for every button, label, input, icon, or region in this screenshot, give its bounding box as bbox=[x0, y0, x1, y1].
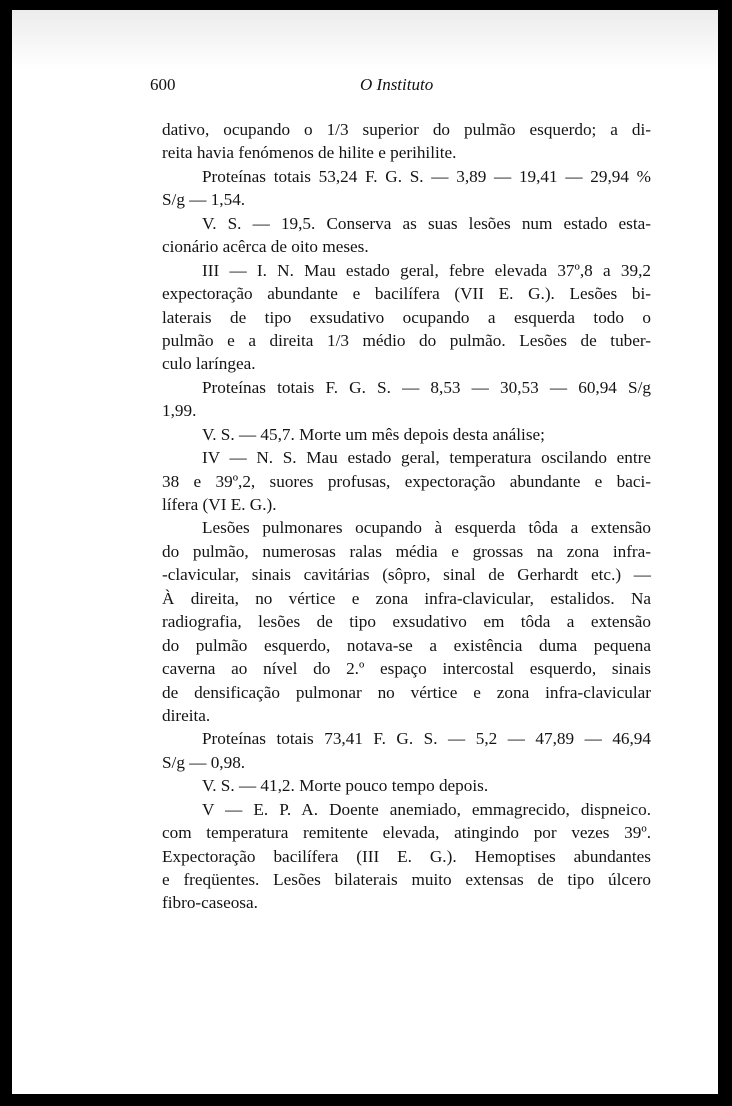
text-line: laterais de tipo exsudativo ocupando a esquerda todo o bbox=[162, 307, 651, 327]
text-line: caverna ao nível do 2.º espaço intercostal esquerdo, sinais bbox=[162, 659, 651, 679]
body-text bbox=[162, 118, 651, 915]
text-line: pulmão e a direita 1/3 médio do pulmão. Lesões de tuber- bbox=[162, 330, 651, 350]
text-line: do pulmão esquerdo, notava-se a existência duma pequena bbox=[162, 635, 651, 655]
text-line: S/g — 0,98. bbox=[162, 752, 246, 772]
text-line: Proteínas totais F. G. S. — 8,53 — 30,53 — 60,94 S/g bbox=[202, 377, 651, 397]
text-line: Lesões pulmonares ocupando à esquerda tôda a extensão bbox=[202, 518, 651, 538]
text-line: expectoração abundante e bacilífera (VII E. G.). Lesões bi- bbox=[162, 284, 651, 304]
page-header bbox=[150, 75, 650, 105]
text-line: culo laríngea. bbox=[162, 354, 256, 374]
page-number: 600 bbox=[150, 75, 176, 94]
scan-shadow bbox=[12, 10, 718, 70]
text-line: 38 e 39º,2, suores profusas, expectoração abundante e baci- bbox=[162, 471, 651, 491]
text-line: V. S. — 41,2. Morte pouco tempo depois. bbox=[202, 776, 489, 796]
text-line: lífera (VI E. G.). bbox=[162, 495, 277, 514]
text-line: V — E. P. A. Doente anemiado, emmagrecido, dispneico. bbox=[202, 799, 651, 819]
text-line: fibro-caseosa. bbox=[162, 893, 258, 913]
text-line: direita. bbox=[162, 705, 211, 725]
text-line: S/g — 1,54. bbox=[162, 190, 246, 210]
running-title: O Instituto bbox=[360, 75, 434, 94]
text-line: V. S. — 19,5. Conserva as suas lesões num estado esta- bbox=[202, 213, 651, 233]
text-line: com temperatura remitente elevada, atingindo por vezes 39º. bbox=[162, 823, 651, 843]
text-line: do pulmão, numerosas ralas média e grossas na zona infra- bbox=[162, 541, 651, 561]
text-line: cionário acêrca de oito meses. bbox=[162, 237, 369, 257]
text-line: -clavicular, sinais cavitárias (sôpro, sinal de Gerhardt etc.) — bbox=[162, 565, 651, 585]
text-line: reita havia fenómenos de hilite e perihilite. bbox=[162, 143, 457, 163]
text-line: V. S. — 45,7. Morte um mês depois desta análise; bbox=[202, 424, 545, 444]
text-line: radiografia, lesões de tipo exsudativo em tôda a extensão bbox=[162, 612, 651, 632]
text-line: dativo, ocupando o 1/3 superior do pulmão esquerdo; a di- bbox=[162, 120, 651, 139]
text-line: À direita, no vértice e zona infra-clavicular, estalidos. Na bbox=[162, 588, 651, 608]
text-line: Proteínas totais 73,41 F. G. S. — 5,2 — 47,89 — 46,94 bbox=[202, 729, 651, 749]
text-line: e freqüentes. Lesões bilaterais muito extensas de tipo úlcero bbox=[162, 870, 651, 889]
text-line: de densificação pulmonar no vértice e zona infra-clavicular bbox=[162, 682, 651, 702]
text-line: IV — N. S. Mau estado geral, temperatura oscilando entre bbox=[202, 448, 651, 468]
text-line: Expectoração bacilífera (III E. G.). Hemoptises abundantes bbox=[162, 846, 651, 866]
text-line: III — I. N. Mau estado geral, febre elevada 37º,8 a 39,2 bbox=[202, 260, 651, 280]
text-line: 1,99. bbox=[162, 401, 197, 421]
text-line: Proteínas totais 53,24 F. G. S. — 3,89 — 19,41 — 29,94 % bbox=[202, 166, 651, 186]
